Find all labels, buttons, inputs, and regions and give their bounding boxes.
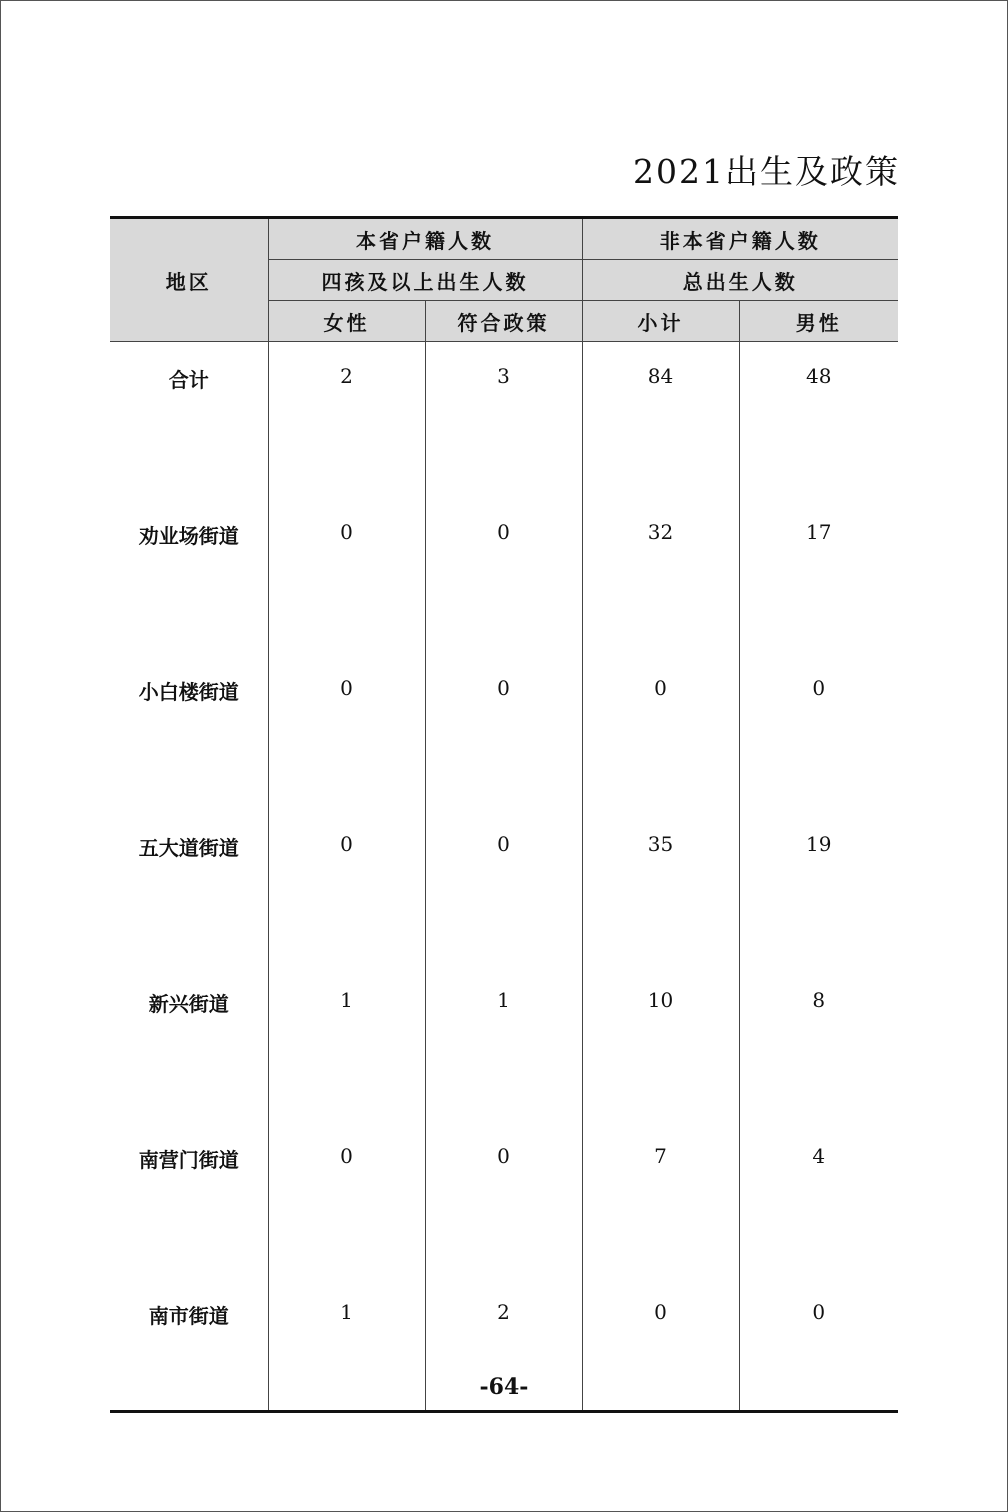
page-title: 2021出生及政策 bbox=[633, 152, 900, 191]
value-cell: 35 bbox=[582, 810, 739, 966]
area-header: 地区 bbox=[110, 218, 268, 342]
value-cell: 0 bbox=[268, 1122, 425, 1278]
table-row bbox=[110, 810, 898, 966]
table-row bbox=[110, 498, 898, 654]
region-cell: 五大道街道 bbox=[138, 835, 239, 860]
value-cell: 0 bbox=[582, 1278, 739, 1412]
value-cell: 19 bbox=[739, 810, 898, 966]
value-cell: 0 bbox=[268, 654, 425, 810]
table-row bbox=[110, 342, 898, 498]
header-row-1 bbox=[110, 218, 898, 260]
value-cell: 0 bbox=[739, 1278, 898, 1412]
value-cell: 0 bbox=[425, 654, 582, 810]
group-header-nonlocal: 非本省户籍人数 bbox=[582, 218, 898, 260]
birth-statistics-table bbox=[110, 216, 898, 1413]
value-cell: 8 bbox=[739, 966, 898, 1122]
value-cell: 2 bbox=[425, 1278, 582, 1412]
value-cell: 0 bbox=[425, 498, 582, 654]
value-cell: 0 bbox=[268, 498, 425, 654]
value-cell: 1 bbox=[268, 966, 425, 1122]
subgroup-header-local: 四孩及以上出生人数 bbox=[268, 260, 582, 301]
region-cell: 新兴街道 bbox=[148, 991, 229, 1016]
value-cell: 7 bbox=[582, 1122, 739, 1278]
value-cell: 0 bbox=[739, 654, 898, 810]
value-cell: 48 bbox=[739, 342, 898, 498]
table-row bbox=[110, 654, 898, 810]
group-header-local: 本省户籍人数 bbox=[268, 218, 582, 260]
value-cell: 1 bbox=[268, 1278, 425, 1412]
value-cell: 4 bbox=[739, 1122, 898, 1278]
value-cell: 0 bbox=[425, 1122, 582, 1278]
value-cell: 2 bbox=[268, 342, 425, 498]
region-cell: 合计 bbox=[168, 368, 209, 392]
column-header: 女性 bbox=[268, 301, 425, 342]
value-cell: 32 bbox=[582, 498, 739, 654]
region-cell: 小白楼街道 bbox=[138, 679, 239, 704]
value-cell: 1 bbox=[425, 966, 582, 1122]
region-cell: 劝业场街道 bbox=[138, 523, 239, 548]
value-cell: 0 bbox=[268, 810, 425, 966]
region-cell: 南营门街道 bbox=[138, 1147, 239, 1172]
region-cell: 南市街道 bbox=[148, 1303, 229, 1328]
column-header: 符合政策 bbox=[425, 301, 582, 342]
value-cell: 10 bbox=[582, 966, 739, 1122]
table-row bbox=[110, 1122, 898, 1278]
value-cell: 0 bbox=[582, 654, 739, 810]
column-header: 男性 bbox=[739, 301, 898, 342]
value-cell: 3 bbox=[425, 342, 582, 498]
subgroup-header-nonlocal: 总出生人数 bbox=[582, 260, 898, 301]
value-cell: 0 bbox=[425, 810, 582, 966]
value-cell: 84 bbox=[582, 342, 739, 498]
column-header: 小计 bbox=[582, 301, 739, 342]
value-cell: 17 bbox=[739, 498, 898, 654]
table-row bbox=[110, 966, 898, 1122]
page-number: -64- bbox=[479, 1374, 529, 1400]
